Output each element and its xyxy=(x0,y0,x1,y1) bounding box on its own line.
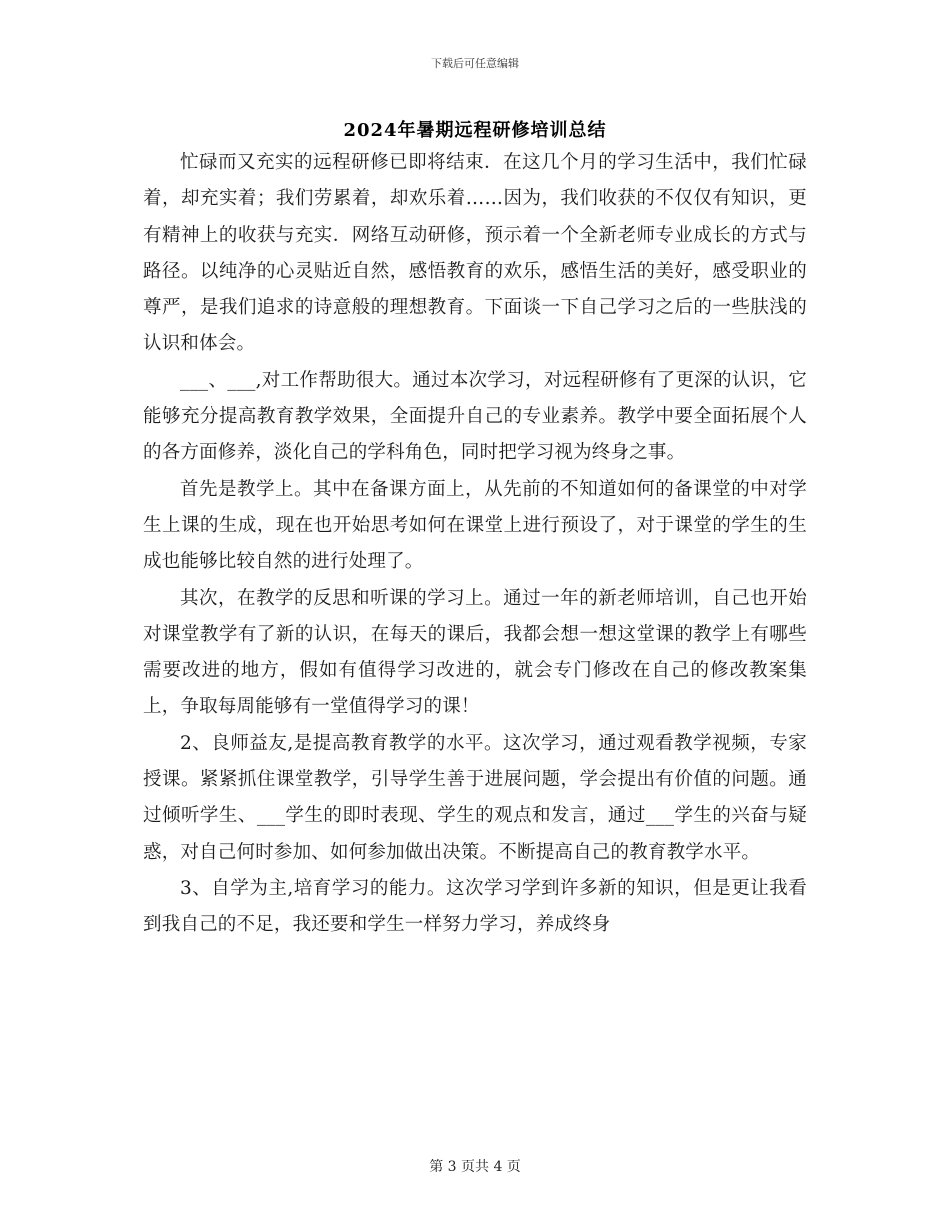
paragraph-intro: 忙碌而又充实的远程研修已即将结束．在这几个月的学习生活中，我们忙碌着，却充实着；我们劳累着，却欢乐着……因为，我们收获的不仅仅有知识，更有精神上的收获与充实．网络互动研修，预示着一个全新老师专业成长的方式与路径。以纯净的心灵贴近自然，感悟教育的欢乐，感悟生活的美好，感受职业的尊严，是我们追求的诗意般的理想教育。下面谈一下自己学习之后的一些肤浅的认识和体会。 xyxy=(143,152,807,355)
header-note: 下载后可任意编辑 xyxy=(431,57,519,70)
paragraph-teaching: 首先是教学上。其中在备课方面上，从先前的不知道如何的备课堂的中对学生上课的生成，现在也开始思考如何在课堂上进行预设了，对于课堂的学生的生成也能够比较自然的进行处理了。 xyxy=(143,478,807,573)
page-number: 第 3 页共 4 页 xyxy=(429,1159,521,1175)
paragraph-3: 3、自学为主,培育学习的能力。这次学习学到许多新的知识，但是更让我看到我自己的不足，我还要和学生一样努力学习，养成终身 xyxy=(143,877,807,936)
document-body xyxy=(143,145,807,944)
document-title: 2024年暑期远程研修培训总结 xyxy=(343,120,607,141)
paragraph-2: 2、良师益友,是提高教育教学的水平。这次学习，通过观看教学视频，专家授课。紧紧抓住课堂教学，引导学生善于进展问题，学会提出有价值的问题。通过倾听学生、___学生的即时表现、学生的观点和发言，通过___学生的兴奋与疑惑，对自己何时参加、如何参加做出决策。不断提高自己的教育教学水平。 xyxy=(143,732,807,863)
paragraph-reflection: 其次，在教学的反思和听课的学习上。通过一年的新老师培训，自己也开始对课堂教学有了新的认识，在每天的课后，我都会想一想这堂课的教学上有哪些需要改进的地方，假如有值得学习改进的，就会专门修改在自己的修改教案集上，争取每周能够有一堂值得学习的课！ xyxy=(143,587,807,718)
paragraph-1: ___、___,对工作帮助很大。通过本次学习，对远程研修有了更深的认识，它能够充分提高教育教学效果，全面提升自己的专业素养。教学中要全面拓展个人的各方面修养，淡化自己的学科角色，同时把学习视为终身之事。 xyxy=(143,369,807,464)
